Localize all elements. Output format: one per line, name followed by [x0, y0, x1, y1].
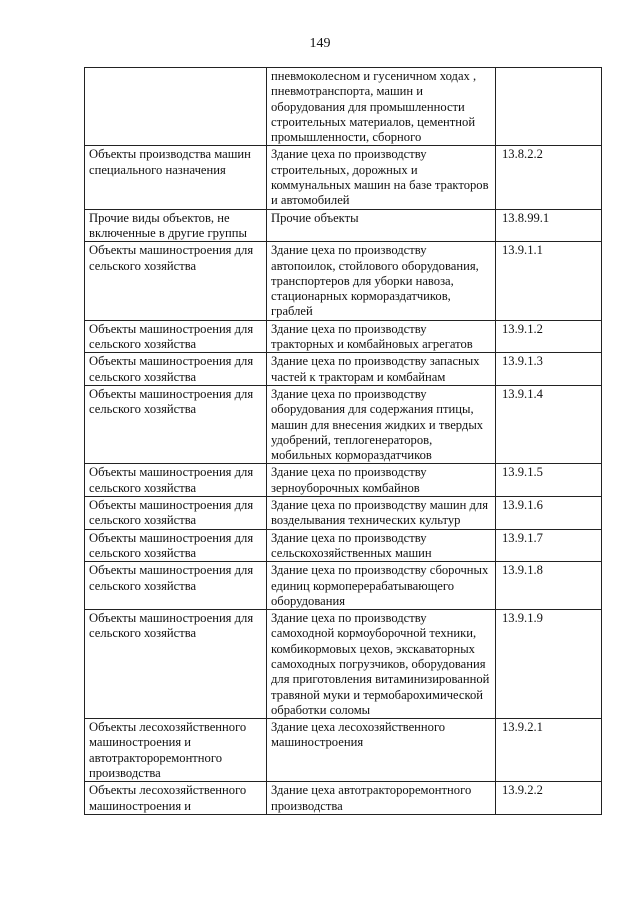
object-type-cell: Объекты лесохозяйственного машиностроения и автотрактороремонтного производства: [85, 719, 267, 782]
table-row: [85, 562, 602, 610]
code-cell: 13.9.1.4: [496, 385, 602, 463]
page-number: 149: [309, 36, 331, 51]
table-row: [85, 353, 602, 386]
description-cell: Здание цеха по производству автопоилок, стойлового оборудования, транспортеров для уборки навоза, стационарных кормораздатчиков, граблей: [267, 242, 496, 320]
table-row: [85, 209, 602, 242]
code-cell: 13.9.2.2: [496, 782, 602, 815]
table-body: [85, 68, 602, 815]
object-type-cell: Объекты машиностроения для сельского хозяйства: [85, 385, 267, 463]
classification-table: [84, 67, 602, 815]
table-row: [85, 610, 602, 719]
description-cell: Здание цеха по производству запасных частей к тракторам и комбайнам: [267, 353, 496, 386]
code-cell: 13.8.99.1: [496, 209, 602, 242]
object-type-cell: [85, 68, 267, 146]
object-type-cell: Объекты машиностроения для сельского хозяйства: [85, 353, 267, 386]
code-cell: 13.9.1.2: [496, 320, 602, 353]
table-row: [85, 385, 602, 463]
object-type-cell: Объекты машиностроения для сельского хозяйства: [85, 497, 267, 530]
code-cell: 13.9.1.3: [496, 353, 602, 386]
description-cell: Здание цеха по производству сельскохозяйственных машин: [267, 529, 496, 562]
description-cell: Здание цеха по производству оборудования для содержания птицы, машин для внесения жидких и твердых удобрений, теплогенераторов, мобильных кормораздатчиков: [267, 385, 496, 463]
description-cell: Здание цеха по производству тракторных и комбайновых агрегатов: [267, 320, 496, 353]
table-row: [85, 719, 602, 782]
code-cell: 13.9.1.1: [496, 242, 602, 320]
object-type-cell: Объекты машиностроения для сельского хозяйства: [85, 529, 267, 562]
table-row: [85, 464, 602, 497]
object-type-cell: Объекты машиностроения для сельского хозяйства: [85, 562, 267, 610]
object-type-cell: Объекты машиностроения для сельского хозяйства: [85, 610, 267, 719]
table-row: [85, 242, 602, 320]
code-cell: 13.8.2.2: [496, 146, 602, 209]
code-cell: 13.9.2.1: [496, 719, 602, 782]
code-cell: 13.9.1.7: [496, 529, 602, 562]
table-row: [85, 68, 602, 146]
description-cell: Здание цеха по производству зерноуборочных комбайнов: [267, 464, 496, 497]
object-type-cell: Объекты машиностроения для сельского хозяйства: [85, 242, 267, 320]
object-type-cell: Объекты производства машин специального назначения: [85, 146, 267, 209]
description-cell: Прочие объекты: [267, 209, 496, 242]
object-type-cell: Прочие виды объектов, не включенные в другие группы: [85, 209, 267, 242]
description-cell: Здание цеха по производству самоходной кормоуборочной техники, комбикормовых цехов, экскаваторных самоходных погрузчиков, оборудования для приготовления витаминизированной травяной муки и термобарохимической обработки соломы: [267, 610, 496, 719]
description-cell: Здание цеха по производству машин для возделывания технических культур: [267, 497, 496, 530]
code-cell: 13.9.1.9: [496, 610, 602, 719]
code-cell: 13.9.1.8: [496, 562, 602, 610]
code-cell: 13.9.1.6: [496, 497, 602, 530]
description-cell: Здание цеха по производству сборочных единиц кормоперерабатывающего оборудования: [267, 562, 496, 610]
table-row: [85, 320, 602, 353]
table-row: [85, 782, 602, 815]
table-row: [85, 497, 602, 530]
object-type-cell: Объекты машиностроения для сельского хозяйства: [85, 464, 267, 497]
object-type-cell: Объекты лесохозяйственного машиностроения и: [85, 782, 267, 815]
code-cell: [496, 68, 602, 146]
table-row: [85, 146, 602, 209]
description-cell: Здание цеха по производству строительных, дорожных и коммунальных машин на базе тракторов и автомобилей: [267, 146, 496, 209]
code-cell: 13.9.1.5: [496, 464, 602, 497]
description-cell: пневмоколесном и гусеничном ходах , пневмотранспорта, машин и оборудования для промышленности строительных материалов, цементной промышленности, сборного: [267, 68, 496, 146]
object-type-cell: Объекты машиностроения для сельского хозяйства: [85, 320, 267, 353]
table-row: [85, 529, 602, 562]
description-cell: Здание цеха автотрактороремонтного производства: [267, 782, 496, 815]
description-cell: Здание цеха лесохозяйственного машиностроения: [267, 719, 496, 782]
